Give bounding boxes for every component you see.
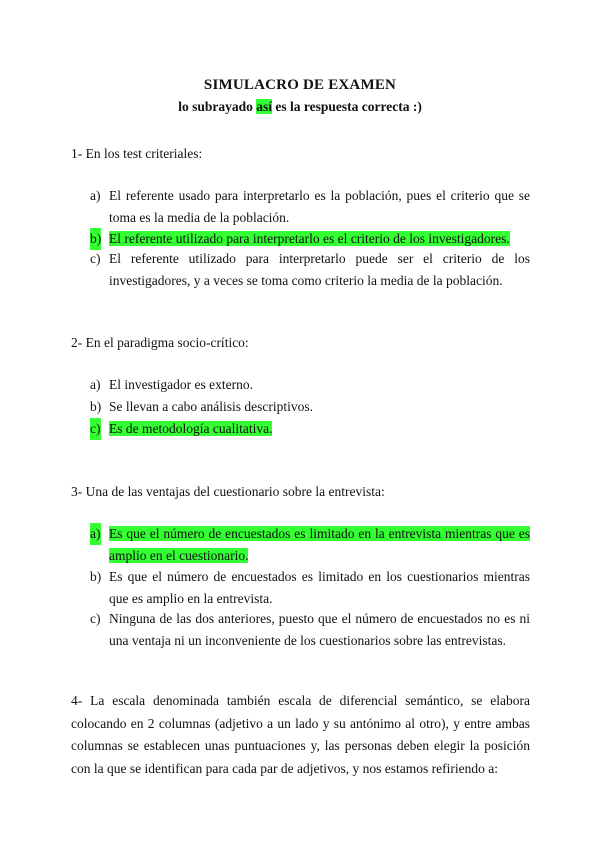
question-4-prompt: 4- La escala denominada también escala de diferencial semántico, se elabora colocando en 2 columnas (adjetivo a un lado y su antónimo al otro), y entre ambas columnas se establecen unas puntuaciones y, las personas deben elegir la posición con la que se identifican para cada par de adjetivos, y nos estamos refiriendo a: xyxy=(71,693,530,776)
question-1-option-c xyxy=(90,248,530,292)
page-subtitle xyxy=(0,99,600,115)
question-1-option-a xyxy=(90,185,530,229)
option-text: El referente usado para interpretarlo es la población, pues el criterio que se toma es la media de la población. xyxy=(109,188,530,225)
option-letter: c) xyxy=(90,251,101,266)
option-letter: a) xyxy=(90,523,101,545)
option-letter: b) xyxy=(90,228,101,250)
option-letter: c) xyxy=(90,611,101,626)
option-letter: a) xyxy=(90,377,101,392)
question-2-option-b xyxy=(90,396,530,418)
question-3-option-c xyxy=(90,608,530,652)
option-letter: c) xyxy=(90,418,101,440)
question-3-option-a-correct xyxy=(90,523,530,567)
option-text: El referente utilizado para interpretarlo puede ser el criterio de los investigadores, y a veces se toma como criterio la media de la población. xyxy=(109,251,530,288)
option-letter: a) xyxy=(90,188,101,203)
option-text: El referente utilizado para interpretarlo es el criterio de los investigadores. xyxy=(109,231,510,246)
option-letter: b) xyxy=(90,569,102,584)
subtitle-highlight: así xyxy=(256,99,272,114)
option-letter: b) xyxy=(90,399,102,414)
question-2-option-c-correct xyxy=(90,418,530,440)
option-text: Es de metodología cualitativa. xyxy=(109,421,273,436)
option-text: Es que el número de encuestados es limitado en la entrevista mientras que es amplio en el cuestionario. xyxy=(109,526,530,563)
option-text: El investigador es externo. xyxy=(109,377,253,392)
option-text: Ninguna de las dos anteriores, puesto que el número de encuestados no es ni una ventaja ni un inconveniente de los cuestionarios sobre las entrevistas. xyxy=(109,611,530,648)
question-2-option-a xyxy=(90,374,530,396)
question-2-prompt: 2- En el paradigma socio-crítico: xyxy=(71,335,249,350)
subtitle-after: es la respuesta correcta :) xyxy=(271,99,422,114)
question-1-prompt: 1- En los test criteriales: xyxy=(71,146,203,161)
question-3-option-b xyxy=(90,566,530,610)
option-text: Se llevan a cabo análisis descriptivos. xyxy=(109,399,313,414)
page-title: SIMULACRO DE EXAMEN xyxy=(203,77,397,93)
option-text: Es que el número de encuestados es limitado en los cuestionarios mientras que es amplio en la entrevista. xyxy=(109,569,530,606)
question-3-prompt: 3- Una de las ventajas del cuestionario sobre la entrevista: xyxy=(71,484,385,499)
question-1-option-b-correct xyxy=(90,228,530,250)
subtitle-before: lo subrayado xyxy=(178,99,257,114)
